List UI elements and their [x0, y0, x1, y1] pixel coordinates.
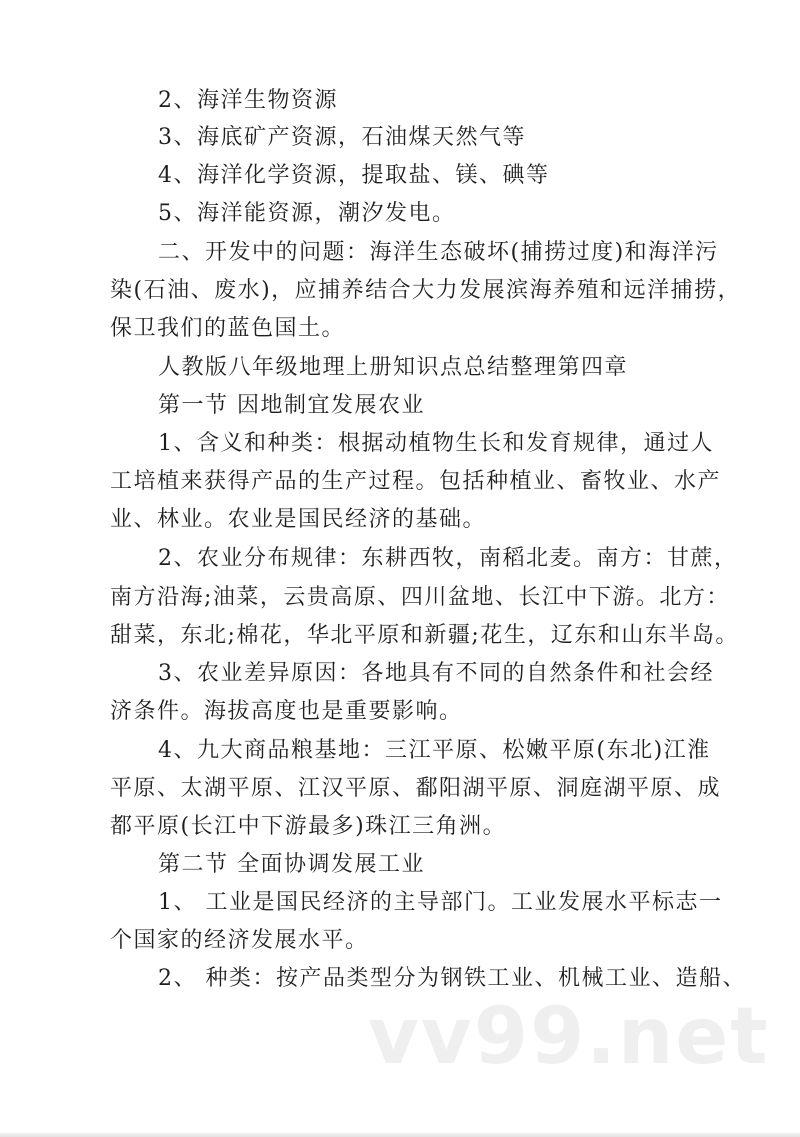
text-line: 4、九大商品粮基地：三江平原、松嫩平原(东北)江淮	[158, 738, 711, 763]
text-line: 3、海底矿产资源，石油煤天然气等	[158, 125, 526, 150]
text-line: 2、 种类：按产品类型分为钢铁工业、机械工业、造船、	[158, 966, 746, 991]
text-line: 甜菜，东北;棉花，华北平原和新疆;花生，辽东和山东半岛。	[110, 623, 739, 648]
text-line: 1、含义和种类：根据动植物生长和发育规律，通过人	[158, 431, 714, 456]
text-line: 3、农业差异原因：各地具有不同的自然条件和社会经	[158, 661, 714, 686]
section-heading: 人教版八年级地理上册知识点总结整理第四章	[158, 355, 629, 380]
text-line: 南方沿海;油菜，云贵高原、四川盆地、长江中下游。北方：	[110, 585, 730, 610]
text-line: 济条件。海拔高度也是重要影响。	[110, 699, 463, 724]
page-bottom-edge	[0, 1133, 800, 1137]
text-line: 保卫我们的蓝色国土。	[110, 316, 346, 341]
text-line: 业、林业。农业是国民经济的基础。	[110, 507, 487, 532]
text-line: 个国家的经济发展水平。	[110, 928, 369, 953]
text-line: 平原、太湖平原、江汉平原、鄱阳湖平原、洞庭湖平原、成	[110, 776, 722, 801]
text-line: 工培植来获得产品的生产过程。包括种植业、畜牧业、水产	[110, 469, 722, 494]
watermark: vv99.net	[368, 992, 770, 1082]
section-heading: 第一节 因地制宜发展农业	[158, 393, 425, 418]
text-line: 二、开发中的问题：海洋生态破坏(捕捞过度)和海洋污	[158, 240, 719, 265]
text-line: 都平原(长江中下游最多)珠江三角洲。	[110, 814, 507, 839]
text-line: 2、农业分布规律：东耕西牧，南稻北麦。南方：甘蔗，	[158, 546, 738, 571]
text-line: 4、海洋化学资源，提取盐、镁、碘等	[158, 163, 550, 188]
text-line: 5、海洋能资源，潮汐发电。	[158, 201, 456, 226]
section-heading: 第二节 全面协调发展工业	[158, 852, 425, 877]
text-line: 1、 工业是国民经济的主导部门。工业发展水平标志一	[158, 890, 723, 915]
text-line: 染(石油、废水)，应捕养结合大力发展滨海养殖和远洋捕捞，	[110, 278, 742, 303]
text-line: 2、海洋生物资源	[158, 88, 338, 113]
